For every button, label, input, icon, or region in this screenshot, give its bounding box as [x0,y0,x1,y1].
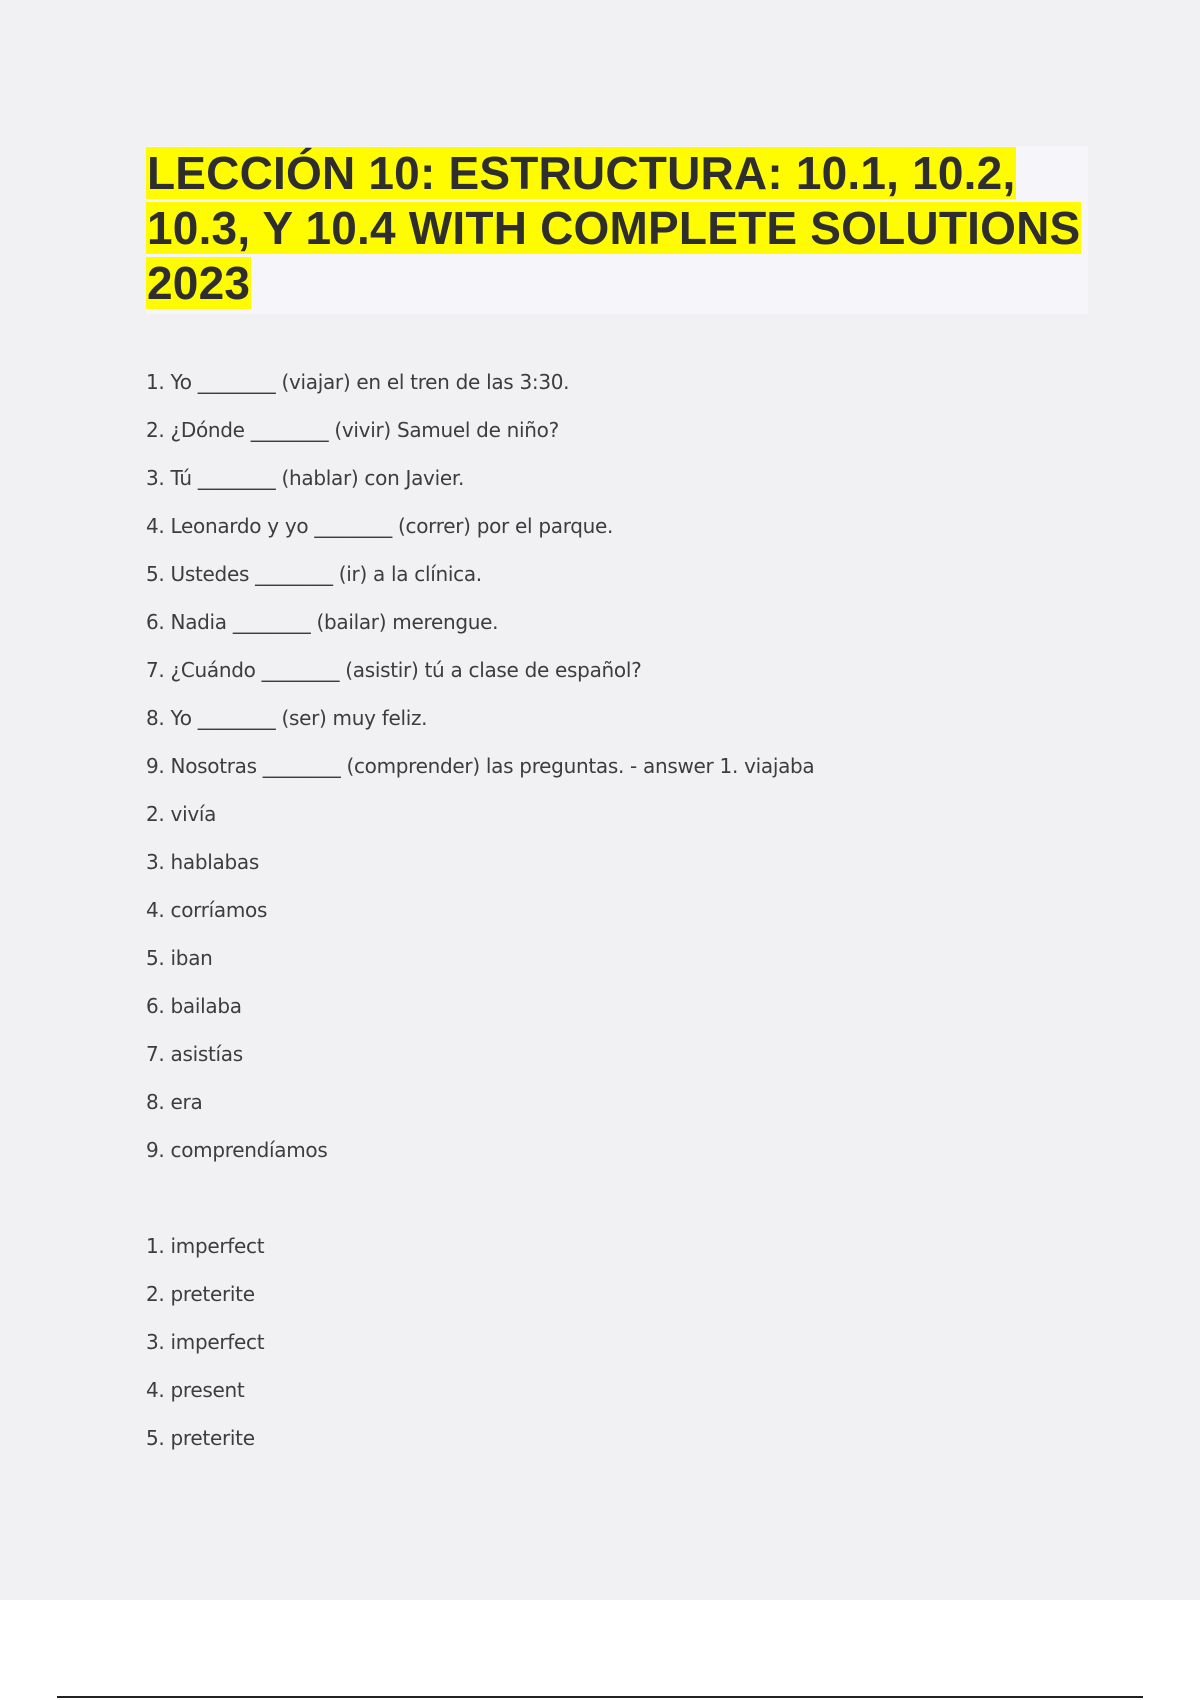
tense-line: 1. imperfect [146,1234,265,1258]
section-gap [146,1174,1086,1222]
question-line: 1. Yo ________ (viajar) en el tren de las 3:30. [146,370,570,394]
question-line: 5. Ustedes ________ (ir) a la clínica. [146,562,482,586]
answer-line: 5. iban [146,946,213,970]
tense-line: 5. preterite [146,1426,255,1450]
question-line: 6. Nadia ________ (bailar) merengue. [146,610,499,634]
title-highlight: LECCIÓN 10: ESTRUCTURA: 10.1, 10.2, 10.3, Y 10.4 WITH COMPLETE SOLUTIONS 2023 [147,147,1081,309]
answer-line: 4. corríamos [146,898,268,922]
question-line: 3. Tú ________ (hablar) con Javier. [146,466,464,490]
answer-line: 9. comprendíamos [146,1138,328,1162]
question-line: 8. Yo ________ (ser) muy feliz. [146,706,428,730]
question-list [146,358,1086,790]
answer-line: 2. vivía [146,802,217,826]
answer-line: 6. bailaba [146,994,242,1018]
question-line: 4. Leonardo y yo ________ (correr) por el parque. [146,514,614,538]
document-title [146,146,1088,311]
tense-line: 4. present [146,1378,245,1402]
tense-line: 3. imperfect [146,1330,265,1354]
answer-list [146,790,1086,1174]
tense-line: 2. preterite [146,1282,255,1306]
question-line: 9. Nosotras ________ (comprender) las preguntas. - answer 1. viajaba [146,754,815,778]
tense-list [146,1222,1086,1462]
answer-line: 8. era [146,1090,203,1114]
document-body [146,358,1086,1462]
answer-line: 7. asistías [146,1042,243,1066]
footer-rule [57,1696,1143,1698]
question-line: 7. ¿Cuándo ________ (asistir) tú a clase de español? [146,658,642,682]
question-line: 2. ¿Dónde ________ (vivir) Samuel de niño? [146,418,559,442]
answer-line: 3. hablabas [146,850,259,874]
